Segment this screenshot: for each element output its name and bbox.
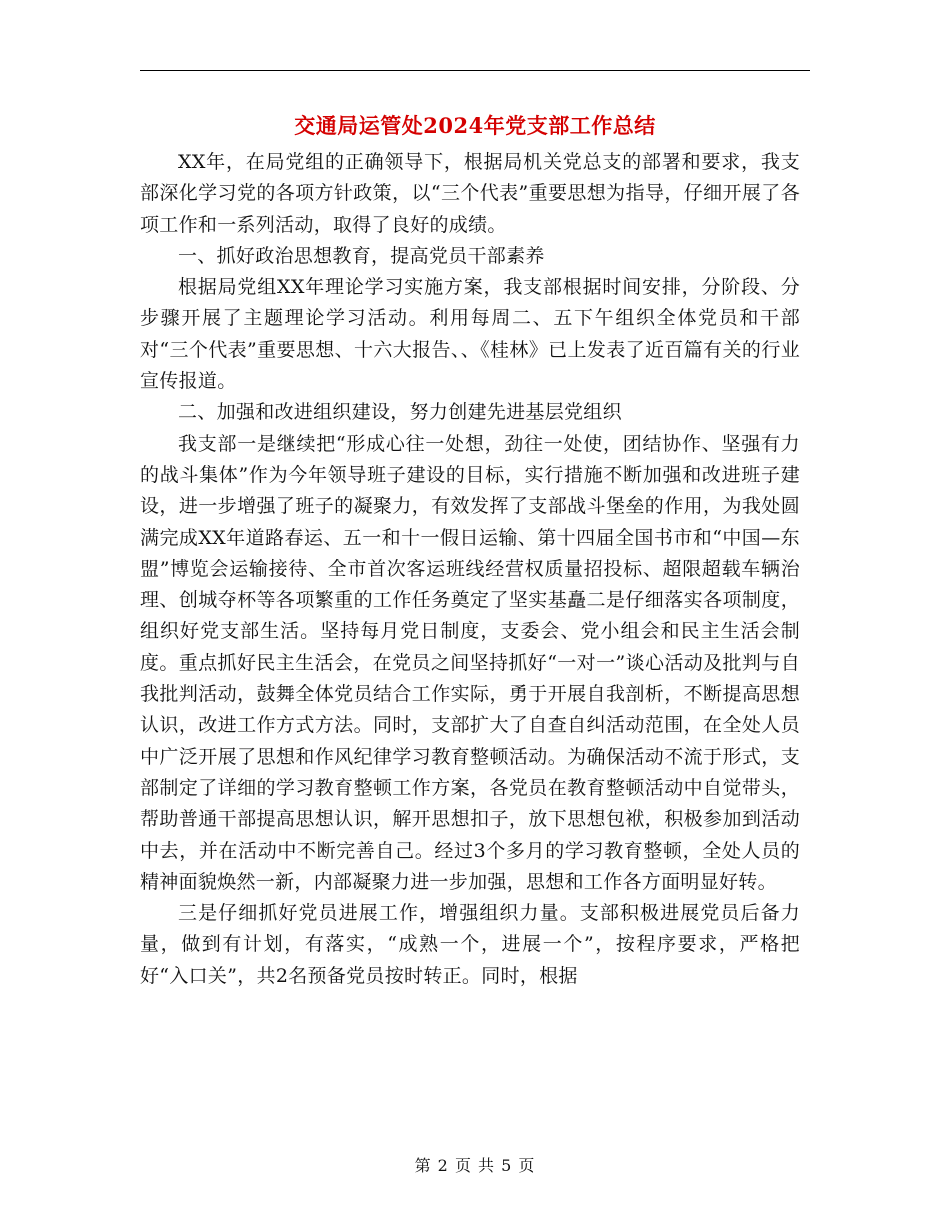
- header-rule: [140, 70, 810, 71]
- body-paragraph-intro: XX年，在局党组的正确领导下，根据局机关党总支的部署和要求，我支部深化学习党的各项方针政策，以“三个代表”重要思想为指导，仔细开展了各项工作和一系列活动，取得了良好的成绩。: [140, 151, 800, 236]
- document-body: [140, 147, 800, 992]
- section-heading-1: 一、抓好政治思想教育，提高党员干部素养: [178, 244, 545, 267]
- section-heading-2: 二、加强和改进组织建设，努力创建先进基层党组织: [178, 401, 622, 424]
- body-paragraph-organization: 我支部一是继续把“形成心往一处想，劲往一处使，团结协作、坚强有力的战斗集体”作为今年领导班子建设的目标，实行措施不断加强和改进班子建设，进一步增强了班子的凝聚力，有效发挥了支部战斗堡垒的作用，为我处圆满完成XX年道路春运、五一和十一假日运输、第十四届全国书市和“中国—东盟”博览会运输接待、全市首次客运班线经营权质量招投标、超限超载车辆治理、创城夺杯等各项繁重的工作任务奠定了坚实基矗二是仔细落实各项制度，组织好党支部生活。坚持每月党日制度，支委会、党小组会和民主生活会制度。重点抓好民主生活会，在党员之间坚持抓好“一对一”谈心活动及批判与自我批判活动，鼓舞全体党员结合工作实际，勇于开展自我剖析，不断提高思想认识，改进工作方式方法。同时，支部扩大了自查自纠活动范围，在全处人员中广泛开展了思想和作风纪律学习教育整顿活动。为确保活动不流于形式，支部制定了详细的学习教育整顿工作方案，各党员在教育整顿活动中自觉带头，帮助普通干部提高思想认识，解开思想扣子，放下思想包袱，积极参加到活动中去，并在活动中不断完善自己。经过3个多月的学习教育整顿，全处人员的精神面貌焕然一新，内部凝聚力进一步加强，思想和工作各方面明显好转。: [140, 432, 800, 893]
- body-paragraph-membership: 三是仔细抓好党员进展工作，增强组织力量。支部积极进展党员后备力量，做到有计划，有落实，“成熟一个，进展一个”，按程序要求，严格把好“入口关”，共2名预备党员按时转正。同时，根据: [140, 902, 800, 987]
- document-title: 交通局运管处2024年党支部工作总结: [294, 113, 656, 138]
- page-number-footer: 第 2 页 共 5 页: [414, 1156, 536, 1175]
- body-paragraph-study: 根据局党组XX年理论学习实施方案，我支部根据时间安排，分阶段、分步骤开展了主题理论学习活动。利用每周二、五下午组织全体党员和干部对“三个代表”重要思想、十六大报告、、《桂林》已上发表了近百篇有关的行业宣传报道。: [140, 276, 800, 393]
